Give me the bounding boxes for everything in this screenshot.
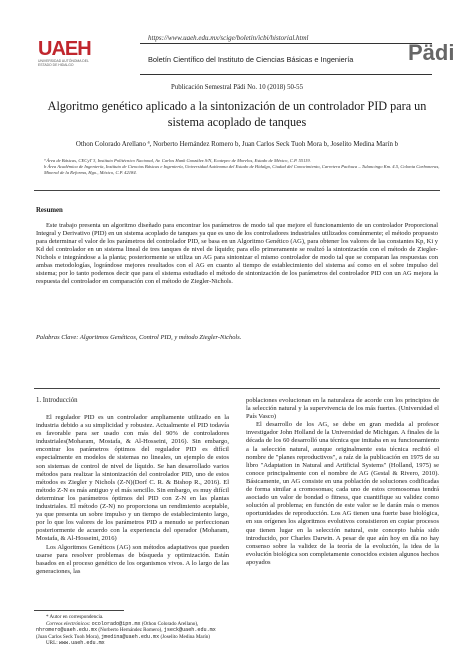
footnote-url <box>36 640 276 647</box>
abstract-body <box>36 222 438 286</box>
footnote-emails-3 <box>36 634 276 641</box>
uaeh-logo <box>38 38 96 68</box>
section-heading: 1. Introducción <box>36 397 78 404</box>
journal-url[interactable]: https://www.uaeh.edu.mx/scige/boletin/icbi/historial.html <box>148 34 309 42</box>
keywords: Palabras Clave: Algoritmos Genéticos, Control PID, y método Ziegler-Nichols. <box>36 334 242 341</box>
paper-title: Algoritmo genético aplicado a la sintonización de un controlador PID para un sistema acoplado de tanques <box>47 99 427 129</box>
affiliation-b: b Área Académica de Ingeniería, Instituto de Ciencias Básicas e Ingeniería, Universidad Autónoma del Estado de Hidalgo, Ciudad del Conocimiento, Carretera Pachuca – Tulancingo Km. 4.5, Colonia Carboneras, Mineral de la Reforma, Hgo., México, C.P. 42184. <box>44 164 440 175</box>
footnote-corresponding: * Autor en correspondencia. <box>46 614 104 620</box>
url-link[interactable]: www.uaeh.edu.mx <box>58 640 105 647</box>
footnote-divider <box>34 610 124 611</box>
emails-label: Correos electrónicos: <box>46 620 91 627</box>
footnotes <box>36 614 276 647</box>
email-owner: (Othon Colorado Arellano), <box>141 620 199 627</box>
paragraph: El desarrollo de los AG, se debe en gran medida al profesor investigador John Holland de la Universidad de Michigan. A finales de la década de los 60 desarrolló una técnica que imitaba en su funcionamiento a la selección natural, aunque originalmente esta técnica recibió el nombre de "planes reproductivos", a raíz de la publicación en 1975 de su libro "Adaptation in Natural and Artificial Systems" (Holland, 1975) se conoce principalmente con el nombre de AG (Gestal & Rivero, 2010). Básicamente, un AG consiste en una población de soluciones codificadas de forma similar a cromosomas; cada uno de estos cromosomas tendrá asociado un valor de bondad o fitness, que cuantifique su validez como solución al problema; en función de este valor se le darán más o menos oportunidades de reproducción. Los AG tienen una fuerte base biológica, en sus orígenes los algoritmos evolutivos consistieron en copiar procesos que tienen lugar en la selección natural, este concepto había sido introducido, por Charles Darwin. A pesar de que aún hoy en día no hay consenso sobre la validez de la teoría de la evolución, la idea de la evolución biológica son completamente conocidos existen algunos hechos apoyados <box>246 421 439 566</box>
paragraph: Los Algoritmos Genéticos (AG) son métodos adaptativos que pueden usarse para resolver problemas de búsqueda y optimización. Están basados en el proceso genético de los organismos vivos. A lo largo de las generaciones, las <box>36 543 229 575</box>
authors: Othon Colorado Arellano ª, Norberto Hernández Romero b, Juan Carlos Seck Tuoh Mora b, Joselito Medina Marín b <box>75 141 399 148</box>
abstract-heading: Resumen <box>36 207 63 214</box>
email-link[interactable]: ocolorado@ipn.mx <box>91 620 141 627</box>
email-link[interactable]: jseck@uaeh.edu.mx <box>163 627 216 634</box>
divider <box>34 388 440 389</box>
email-owner: (Joselito Medina Marín) <box>160 633 210 640</box>
logo-text: UAEH <box>38 38 91 60</box>
logo-subtitle: UNIVERSIDAD AUTÓNOMA DEL ESTADO DE HIDALGO <box>38 59 89 67</box>
url-label: URL: <box>46 640 58 647</box>
affiliation-a: ª Área de Básicas, CECyT 3, Instituto Politécnico Nacional, Av. Carlos Hank González S/N, Ecatepec de Morelos, Estado de México, C.P. 55119. <box>44 158 311 163</box>
header-divider-top <box>140 43 432 44</box>
email-owner: (Juan Carlos Seck Tuoh Mora), <box>36 633 100 640</box>
journal-logo: Pädi <box>408 40 455 65</box>
right-column <box>246 397 439 567</box>
email-link[interactable]: nhromero@uaeh.edu.mx <box>36 627 98 634</box>
paragraph: El regulador PID es un controlador ampliamente utilizado en la industria debido a su simplicidad y robustez. Actualmente el PID todavía es favorable para ser usado con más del 90% de controladores industriales(Moharam, Mostafa, & Al-Hosseini, 2016). Sin embargo, encontrar los parámetros óptimos del regulador PID es difícil especialmente en modelos de sistemas no lineales, un ejemplo de estos son sistemas de control de nivel de líquido. Se han desarrollado varios métodos para realizar la sintonización del controlador PID, uno de estos métodos es Ziegler y Nichols (Z-N)(Dorf C. R. & Bishop R., 2016). El método Z-N es más antiguo y el más sencillo. Sin embargo, es muy difícil determinar los parámetros óptimos del PID con Z-N en las plantas industriales. El método (Z-N) no proporciona un rendimiento aceptable, ya que presenta un sobre impulso y un tiempo de establecimiento largo, por lo que los valores de los parámetros PID a menudo se perfeccionan posteriormente de acuerdo con la experiencia del operador (Moharam, Mostafa, & Al-Hosseini, 2016) <box>36 414 229 543</box>
abstract-text: Este trabajo presenta un algoritmo diseñado para encontrar los parámetros de modo tal que mejore el funcionamiento de un controlador Proporcional Integral y Derivativo (PID) en un sistema acoplado de tanques ya que es uno de los controladores industriales utilizados comúnmente; el método propuesto para determinar el valor de los parámetros del controlador PID, se basa en un Algoritmo Genético (AG), para obtener los valores de las constantes Kp, Ki y Kd del controlador en un sistema lineal de tres tanques de nivel de líquido; para ello primeramente se realizó la sintonización con el método de Ziegler-Nichols e integrándose a la planta; posteriormente se utiliza un AG para sintonizar el mismo controlador de modo tal que se comparan las respuestas con ambas metodologías, lográndose mejores resultados con el AG en cuanto al tiempo de establecimiento del sistema así como en el sobre impulso del sistema; por lo tanto podemos decir que para el sistema estudiado el método de sintonización de los parámetros del controlador PID con un AG mejora la respuesta del controlador en comparación con el método de Ziegler-Nichols. <box>36 222 438 286</box>
email-link[interactable]: jmedina@uaeh.edu.mx <box>101 633 160 640</box>
bulletin-name: Boletín Científico del Instituto de Ciencias Básicas e Ingeniería <box>148 55 354 64</box>
email-owner: (Norberto Hernández Romero), <box>98 627 163 634</box>
left-column <box>36 414 229 576</box>
publication-info: Publicación Semestral Pädi No. 10 (2018) 50-55 <box>171 84 303 91</box>
footnote-emails-2 <box>36 627 276 634</box>
divider <box>34 190 440 191</box>
header-divider-bottom <box>140 74 432 75</box>
paragraph: poblaciones evolucionan en la naturaleza de acorde con los principios de la selección natural y la supervivencia de los más fuertes. (Universidad el País Vasco) <box>246 397 439 421</box>
